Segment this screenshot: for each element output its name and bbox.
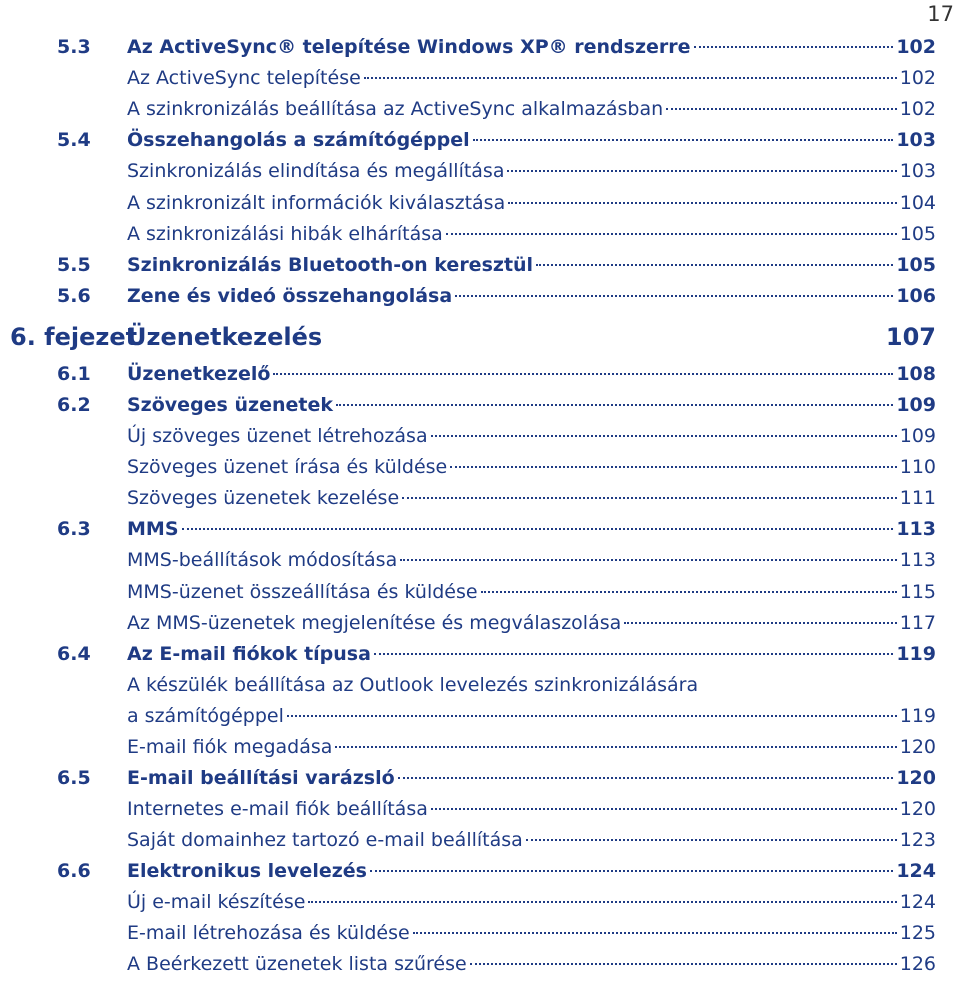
toc-subentry[interactable] — [127, 953, 936, 984]
toc-entry-6-4[interactable] — [57, 643, 936, 674]
toc-subentry[interactable] — [127, 581, 936, 612]
page-ref: 120 — [896, 767, 936, 789]
toc-subentry[interactable] — [127, 160, 936, 191]
toc-entry-6-2[interactable] — [57, 394, 936, 425]
page-ref: 103 — [899, 160, 936, 182]
dot-leader — [364, 77, 897, 79]
dot-leader — [624, 622, 896, 624]
dot-leader — [287, 715, 897, 717]
toc-entry-6-5[interactable] — [57, 767, 936, 798]
dot-leader — [400, 559, 897, 561]
page-ref: 109 — [896, 394, 936, 416]
page-ref: 117 — [899, 612, 936, 634]
section-title: Az ActiveSync® telepítése Windows XP® rendszerre — [127, 36, 691, 58]
section-number: 5.3 — [57, 36, 91, 58]
dot-leader — [455, 295, 893, 297]
section-title: MMS — [127, 518, 179, 540]
toc-entry-6-3[interactable] — [57, 518, 936, 549]
dot-leader — [481, 591, 897, 593]
page-ref: 102 — [899, 67, 936, 89]
subsection-title: Szinkronizálás elindítása és megállítása — [127, 160, 505, 182]
dot-leader — [694, 46, 894, 48]
section-number: 6.4 — [57, 643, 91, 665]
subsection-title: A Beérkezett üzenetek lista szűrése — [127, 953, 467, 975]
toc-subentry[interactable] — [127, 705, 936, 736]
dot-leader — [398, 777, 894, 779]
dot-leader — [431, 808, 897, 810]
page-ref: 107 — [885, 323, 936, 351]
toc-subentry[interactable] — [127, 798, 936, 829]
section-number: 5.5 — [57, 254, 91, 276]
toc-subentry[interactable] — [127, 98, 936, 129]
section-number: 5.4 — [57, 129, 91, 151]
page-ref: 119 — [896, 643, 936, 665]
section-number: 6.3 — [57, 518, 91, 540]
subsection-title: Szöveges üzenet írása és küldése — [127, 456, 448, 478]
dot-leader — [273, 373, 893, 375]
toc-subentry[interactable] — [127, 223, 936, 254]
dot-leader — [470, 963, 897, 965]
page-ref: 105 — [899, 223, 936, 245]
section-title: Szöveges üzenetek — [127, 394, 333, 416]
dot-leader — [370, 870, 893, 872]
page-ref: 125 — [899, 922, 936, 944]
subsection-title: MMS-beállítások módosítása — [127, 549, 398, 571]
toc-entry-6-6[interactable] — [57, 860, 936, 891]
toc-subentry[interactable] — [127, 487, 936, 518]
toc-subentry[interactable] — [127, 456, 936, 487]
toc-subentry[interactable] — [127, 891, 936, 922]
toc-subentry[interactable] — [127, 829, 936, 860]
page-ref: 113 — [899, 549, 936, 571]
toc-subentry[interactable] — [127, 425, 936, 456]
section-title: Összehangolás a számítógéppel — [127, 129, 470, 151]
page-ref: 109 — [899, 425, 936, 447]
toc-subentry[interactable] — [127, 549, 936, 580]
toc-entry-5-4[interactable] — [57, 129, 936, 160]
toc-subentry[interactable] — [127, 192, 936, 223]
toc-chapter-6[interactable] — [10, 323, 936, 358]
subsection-title: E-mail fiók megadása — [127, 736, 333, 758]
page-ref: 102 — [896, 36, 936, 58]
page-ref: 103 — [896, 129, 936, 151]
page-ref: 110 — [899, 456, 936, 478]
page-ref: 113 — [896, 518, 936, 540]
dot-leader — [446, 233, 897, 235]
subsection-title: E-mail létrehozása és küldése — [127, 922, 410, 944]
dot-leader — [308, 901, 896, 903]
dot-leader — [335, 746, 896, 748]
dot-leader — [374, 653, 893, 655]
subsection-title: Az ActiveSync telepítése — [127, 67, 361, 89]
dot-leader — [431, 435, 897, 437]
dot-leader — [402, 497, 897, 499]
section-number: 6.5 — [57, 767, 91, 789]
page-ref: 105 — [896, 254, 936, 276]
page-ref: 108 — [896, 363, 936, 385]
page-ref: 115 — [899, 581, 936, 603]
section-title: Üzenetkezelő — [127, 363, 271, 385]
section-title: Elektronikus levelezés — [127, 860, 367, 882]
chapter-title: Üzenetkezelés — [127, 323, 323, 351]
toc-entry-5-5[interactable] — [57, 254, 936, 285]
section-number: 6.2 — [57, 394, 91, 416]
page-ref: 106 — [896, 285, 936, 307]
toc-entry-6-1[interactable] — [57, 363, 936, 394]
section-title: Zene és videó összehangolása — [127, 285, 453, 307]
dot-leader — [666, 108, 897, 110]
toc-subentry[interactable] — [127, 736, 936, 767]
dot-leader — [507, 170, 896, 172]
dot-leader — [536, 264, 893, 266]
section-title: Szinkronizálás Bluetooth-on keresztül — [127, 254, 534, 276]
page-ref: 126 — [899, 953, 936, 975]
subsection-title: Új e-mail készítése — [127, 891, 306, 913]
page-ref: 123 — [899, 829, 936, 851]
chapter-number: 6. fejezet — [10, 323, 138, 351]
toc-entry-5-6[interactable] — [57, 285, 936, 316]
dot-leader — [473, 139, 894, 141]
subsection-title: A szinkronizált információk kiválasztása — [127, 192, 506, 214]
page-ref: 120 — [899, 798, 936, 820]
dot-leader — [336, 404, 893, 406]
dot-leader — [413, 932, 897, 934]
section-title: E-mail beállítási varázsló — [127, 767, 395, 789]
subsection-title: A szinkronizálás beállítása az ActiveSync alkalmazásban — [127, 98, 664, 120]
dot-leader — [450, 466, 897, 468]
toc-subentry[interactable] — [127, 67, 936, 98]
subsection-title: Szöveges üzenetek kezelése — [127, 487, 400, 509]
section-number: 5.6 — [57, 285, 91, 307]
dot-leader — [526, 839, 897, 841]
dot-leader — [508, 202, 897, 204]
page-ref: 120 — [899, 736, 936, 758]
page-ref: 124 — [896, 860, 936, 882]
toc-subentry[interactable] — [127, 922, 936, 953]
subsection-title: Az MMS-üzenetek megjelenítése és megválaszolása — [127, 612, 622, 634]
page-number: 17 — [927, 2, 954, 26]
page-ref: 111 — [899, 487, 936, 509]
page-ref: 124 — [899, 891, 936, 913]
toc-entry-5-3[interactable] — [57, 36, 936, 67]
subsection-title: Internetes e-mail fiók beállítása — [127, 798, 428, 820]
subsection-title: A szinkronizálási hibák elhárítása — [127, 223, 443, 245]
toc-subentry[interactable] — [127, 612, 936, 643]
subsection-title: Saját domainhez tartozó e-mail beállítása — [127, 829, 523, 851]
page-ref: 102 — [899, 98, 936, 120]
subsection-title-line1: A készülék beállítása az Outlook levelezés szinkronizálására — [127, 674, 699, 696]
subsection-title: Új szöveges üzenet létrehozása — [127, 425, 428, 447]
dot-leader — [182, 528, 894, 530]
subsection-title: a számítógéppel — [127, 705, 284, 727]
section-title: Az E-mail fiókok típusa — [127, 643, 371, 665]
section-number: 6.6 — [57, 860, 91, 882]
subsection-title: MMS-üzenet összeállítása és küldése — [127, 581, 478, 603]
section-number: 6.1 — [57, 363, 91, 385]
page-ref: 104 — [899, 192, 936, 214]
page-ref: 119 — [899, 705, 936, 727]
